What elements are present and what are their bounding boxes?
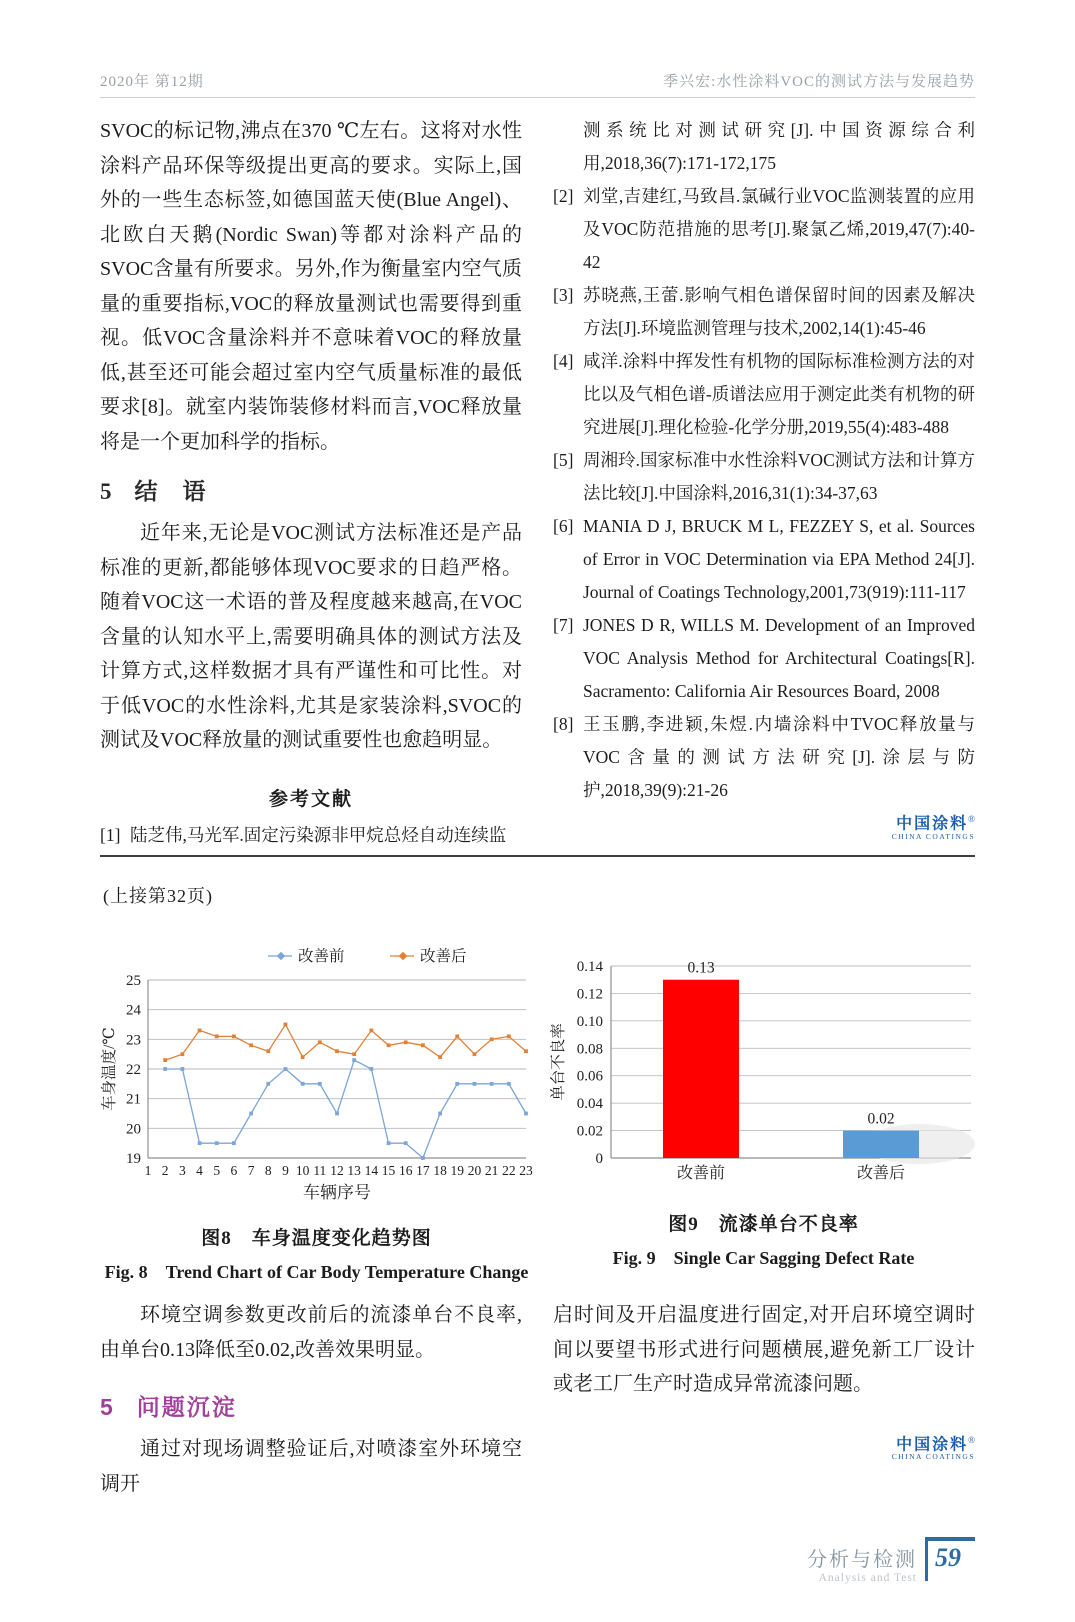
svg-text:22: 22: [126, 1062, 141, 1078]
svg-text:18: 18: [433, 1163, 447, 1178]
svg-text:改善后: 改善后: [856, 1165, 906, 1182]
bottom-article: [100, 1298, 975, 1501]
svg-text:1: 1: [144, 1163, 152, 1178]
logo-text-cn: 中国涂料: [896, 1435, 969, 1453]
footer-label-en: Analysis and Test: [818, 1572, 917, 1584]
figure-8: [100, 946, 533, 1284]
section-title: 结 语: [134, 479, 207, 504]
left-column: [100, 114, 522, 852]
svg-text:改善前: 改善前: [298, 948, 345, 965]
section-number: 5: [100, 479, 113, 504]
footer-section-labels: [807, 1537, 917, 1584]
reference-number: [3]: [553, 285, 574, 305]
svg-text:19: 19: [126, 1151, 141, 1167]
reference-number: [5]: [553, 450, 574, 470]
svg-text:单台不良率: 单台不良率: [550, 1023, 567, 1101]
fig8-caption-en: Fig. 8 Trend Chart of Car Body Temperature Change: [104, 1262, 529, 1282]
reference-item: [553, 444, 975, 510]
references-heading: 参考文献: [268, 788, 353, 810]
issue-label: 2020年 第12期: [100, 74, 204, 90]
figures-row: [100, 946, 980, 1284]
header-rule: [100, 97, 975, 98]
reference-text: MANIA D J, BRUCK M L, FEZZEY S, et al. Sources of Error in VOC Determination via EPA Method 24[J]. Journal of Coatings Technology,2001,73(919):111-117: [583, 516, 975, 602]
page-header: [100, 70, 975, 91]
china-coatings-logo: [553, 1436, 975, 1462]
reference-number: [6]: [553, 516, 574, 536]
reference-number: [7]: [553, 615, 574, 635]
svg-text:2: 2: [161, 1163, 169, 1178]
svg-text:21: 21: [484, 1163, 499, 1178]
svg-text:改善前: 改善前: [676, 1165, 726, 1182]
svg-text:20: 20: [126, 1121, 141, 1138]
svg-text:0.12: 0.12: [576, 986, 603, 1003]
svg-text:3: 3: [178, 1163, 186, 1178]
svg-text:25: 25: [126, 973, 141, 989]
china-coatings-logo: [553, 815, 975, 841]
reference-item: [553, 345, 975, 444]
svg-text:车身温度/℃: 车身温度/℃: [101, 1027, 118, 1111]
fig8-line-chart: [100, 946, 533, 1212]
svg-text:15: 15: [381, 1163, 396, 1178]
reference-text: 陆芝伟,马光军.固定污染源非甲烷总烃自动连续监: [130, 824, 507, 845]
svg-text:11: 11: [313, 1163, 327, 1178]
reference-text: 咸洋.涂料中挥发性有机物的国际标准检测方法的对比以及气相色谱-质谱法应用于测定此类有机物的研究进展[J].理化检验-化学分册,2019,55(4):483-488: [583, 351, 975, 437]
svg-text:10: 10: [295, 1163, 310, 1178]
svg-text:20: 20: [467, 1163, 482, 1178]
logo-text-en: CHINA COATINGS: [891, 1452, 975, 1462]
registered-mark-icon: ®: [968, 814, 975, 824]
svg-text:0.13: 0.13: [687, 959, 715, 977]
top-article: [100, 114, 975, 852]
reference-item: [553, 708, 975, 807]
svg-text:0.08: 0.08: [576, 1041, 603, 1058]
svg-text:23: 23: [126, 1032, 141, 1049]
section-heading-conclusion: [100, 473, 522, 506]
svg-text:改善后: 改善后: [420, 948, 467, 965]
continuation-paragraph: 启时间及开启温度进行固定,对开启环境空调时间以要望书形式进行问题横展,避免新工厂设计或老工厂生产时造成异常流漆问题。: [553, 1304, 975, 1395]
svg-text:19: 19: [450, 1163, 465, 1178]
reference-text: JONES D R, WILLS M. Development of an Improved VOC Analysis Method for Architectural Coatings[R]. Sacramento: California Air Resources Board, 2008: [583, 615, 975, 701]
figure-9: [547, 946, 980, 1284]
reference-item: [553, 180, 975, 279]
svg-text:24: 24: [126, 1002, 141, 1019]
body-paragraph: 通过对现场调整验证后,对喷漆室外环境空调开: [100, 1438, 522, 1495]
logo-text-en: CHINA COATINGS: [891, 831, 975, 841]
reference-item: [553, 510, 975, 609]
fig9-caption-cn: 图9 流漆单台不良率: [668, 1214, 859, 1235]
section-heading-problem: [100, 1389, 522, 1422]
logo-text-cn: 中国涂料: [896, 815, 969, 833]
reference-item: [553, 609, 975, 708]
svg-text:0.04: 0.04: [576, 1096, 603, 1113]
svg-text:9: 9: [282, 1163, 289, 1178]
reference-text: 王玉鹏,李进颖,朱煜.内墙涂料中TVOC释放量与VOC含量的测试方法研究[J].涂层与防护,2018,39(9):21-26: [583, 714, 975, 800]
reference-item: [100, 819, 522, 852]
article-divider: [100, 855, 975, 857]
reference-text: 刘堂,吉建红,马致昌.氯碱行业VOC监测装置的应用及VOC防范措施的思考[J].聚氯乙烯,2019,47(7):40-42: [583, 186, 975, 272]
svg-text:0.14: 0.14: [576, 959, 603, 975]
bottom-right-column: [553, 1298, 975, 1501]
reference-number: [4]: [553, 351, 574, 371]
svg-text:0.02: 0.02: [576, 1123, 603, 1140]
registered-mark-icon: ®: [968, 1434, 975, 1445]
bottom-left-column: [100, 1298, 522, 1501]
conclusion-paragraph: 近年来,无论是VOC测试方法标准还是产品标准的更新,都能够体现VOC要求的日趋严格。随着VOC这一术语的普及程度越来越高,在VOC含量的认知水平上,需要明确具体的测试方法及计算方式,这样数据才具有严谨性和可比性。对于低VOC的水性涂料,尤其是家装涂料,SVOC的测试及VOC释放量的测试重要性也愈趋明显。: [100, 522, 522, 751]
running-title: 季兴宏:水性涂料VOC的测试方法与发展趋势: [663, 74, 975, 90]
svg-text:14: 14: [364, 1163, 379, 1178]
svg-text:23: 23: [519, 1163, 533, 1178]
svg-text:0.06: 0.06: [576, 1068, 603, 1085]
reference-text: 苏晓燕,王蕾.影响气相色谱保留时间的因素及解决方法[J].环境监测管理与技术,2002,14(1):45-46: [583, 285, 975, 338]
svg-text:12: 12: [330, 1163, 344, 1178]
page-footer: [807, 1537, 975, 1584]
svg-text:21: 21: [126, 1091, 141, 1108]
svg-text:17: 17: [416, 1163, 430, 1178]
section-number: 5: [100, 1394, 115, 1420]
fig8-caption-cn: 图8 车身温度变化趋势图: [201, 1228, 432, 1249]
fig9-bar-chart: [547, 946, 980, 1198]
reference-number: [1]: [100, 824, 121, 845]
reference-text: 周湘玲.国家标准中水性涂料VOC测试方法和计算方法比较[J].中国涂料,2016,31(1):34-37,63: [583, 450, 975, 503]
reference-item: [553, 279, 975, 345]
page-number-box: [925, 1537, 975, 1581]
svg-text:0.10: 0.10: [576, 1013, 603, 1030]
svg-text:16: 16: [398, 1163, 413, 1178]
reference-number: [8]: [553, 714, 574, 734]
svg-text:5: 5: [213, 1163, 221, 1178]
svg-text:0.02: 0.02: [867, 1110, 895, 1128]
fig9-caption-en: Fig. 9 Single Car Sagging Defect Rate: [612, 1248, 915, 1268]
svg-text:7: 7: [247, 1163, 255, 1178]
right-column: [553, 114, 975, 852]
svg-text:8: 8: [264, 1163, 272, 1178]
svg-text:13: 13: [347, 1163, 361, 1178]
section-title: 问题沉淀: [136, 1394, 237, 1420]
body-paragraph: SVOC的标记物,沸点在370 ℃左右。这将对水性涂料产品环保等级提出更高的要求。实际上,国外的一些生态标签,如德国蓝天使(Blue Angel)、北欧白天鹅(Nordic Swan)等都对涂料产品的SVOC含量有所要求。另外,作为衡量室内空气质量的重要指标,VOC的释放量测试也需要得到重视。低VOC含量涂料并不意味着VOC的释放量低,甚至还可能会超过室内空气质量标准的最低要求[8]。就室内装饰装修材料而言,VOC释放量将是一个更加科学的指标。: [100, 120, 522, 453]
svg-text:车辆序号: 车辆序号: [303, 1183, 371, 1202]
reference-continuation: 测系统比对测试研究[J].中国资源综合利用,2018,36(7):171-172,175: [583, 120, 975, 173]
page-number: 59: [935, 1543, 961, 1572]
reference-number: [2]: [553, 186, 574, 206]
svg-text:4: 4: [196, 1163, 203, 1178]
footer-label-cn: 分析与检测: [807, 1549, 917, 1571]
continued-from-note: (上接第32页): [103, 886, 213, 906]
svg-text:6: 6: [230, 1163, 238, 1178]
svg-text:0: 0: [595, 1151, 603, 1167]
svg-text:22: 22: [502, 1163, 516, 1178]
result-paragraph: 环境空调参数更改前后的流漆单台不良率,由单台0.13降低至0.02,改善效果明显。: [100, 1304, 522, 1361]
